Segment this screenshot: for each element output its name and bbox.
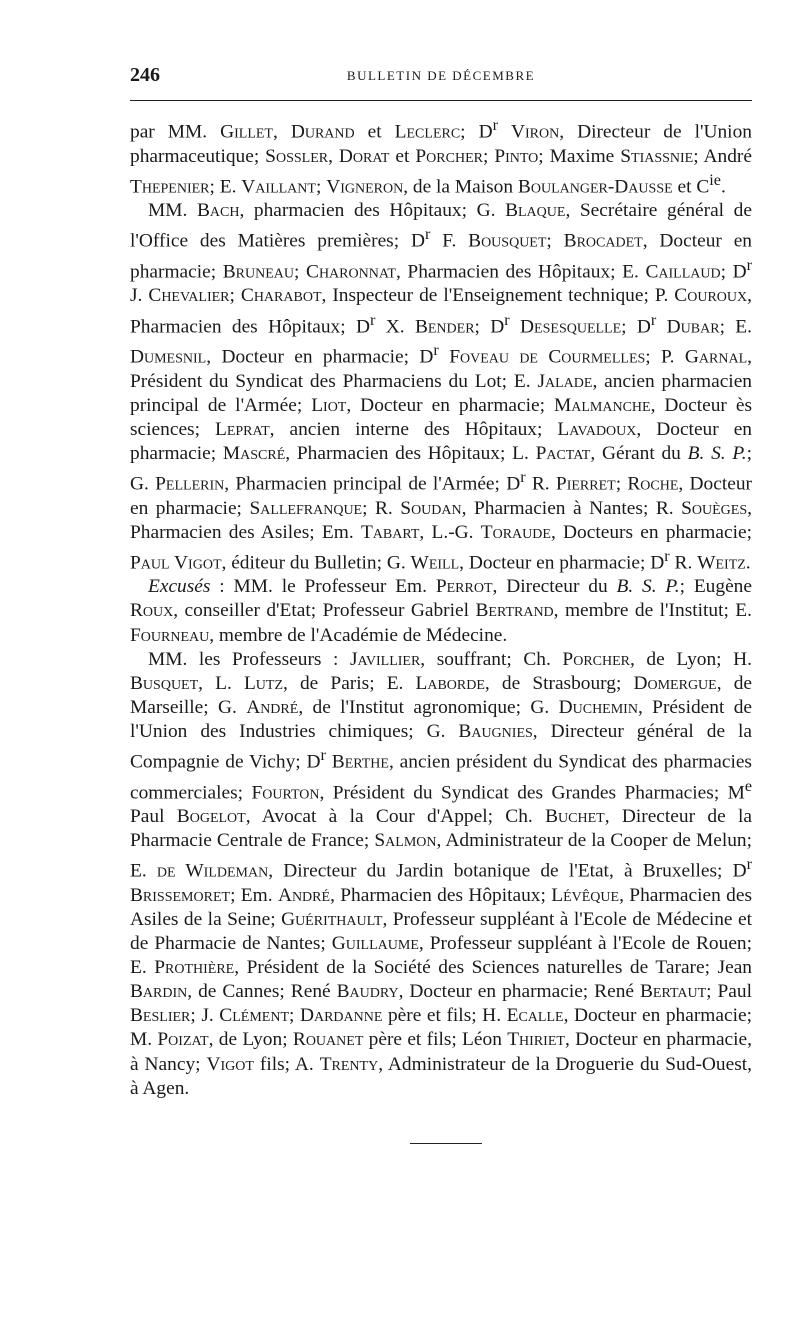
superscript: r [746,856,753,874]
text-run: , Docteur ès sciences; [130,394,753,440]
person-name: Clément [219,1005,289,1027]
person-name: Buchet [545,806,605,828]
text-run: par MM. [130,121,221,143]
person-name: Stiassnie [620,145,694,167]
person-name: de Wildeman [156,860,269,882]
text-run: , Directeur général de la Compagnie de Vichy; D [130,720,753,773]
text-run: , Pharmacien des Hôpitaux; L. [285,442,536,464]
text-run: , éditeur du Bulletin; G. [221,552,411,574]
person-name: Busquet [130,672,199,694]
superscript: r [650,311,657,329]
text-run: , de l'Institut agronomique; G. [298,696,559,718]
person-name: Caillaud [645,261,721,283]
text-run: , Pharmacien des Asiles; Em. [130,497,752,543]
text-run: , Administrateur de la Droguerie du Sud-Ouest, à Agen. [130,1053,752,1099]
page-header [130,64,752,92]
person-name: Fourneau [130,624,210,646]
person-name: Roche [627,473,679,495]
person-name: Ecalle [506,1005,564,1027]
person-name: Garnal [684,346,748,368]
text-run: , Directeur de l'Union pharmaceutique; [130,121,752,167]
text-run: X. [375,316,415,337]
text-run: ; E. [209,176,242,198]
running-title: BULLETIN DE DÉCEMBRE [346,68,536,83]
person-name: Guérithault [281,908,383,930]
person-name: Pactat [535,442,591,464]
text-run: , souffrant; Ch. [420,648,563,670]
text-run: , membre de l'Académie de Médecine. [209,624,508,646]
text-run: , Docteur en pharmacie; [346,394,555,416]
person-name: Duchemin [558,696,638,718]
person-name: Vaillant [241,176,316,198]
text-run: ; D [621,316,651,337]
text-run: , Directeur du Jardin botanique de l'Etat, à Bruxelles; D [268,860,747,882]
person-name: Porcher [415,145,483,167]
text-run [510,316,520,337]
person-name: Weitz [697,552,746,574]
person-name: Charonnat [306,261,396,283]
person-name: Mascré [222,442,286,464]
person-name: Dorat [338,145,390,167]
text-run: ; [229,285,241,307]
person-name: Viron [510,121,560,143]
text-run: ; [315,176,327,198]
text-run: , Docteur en pharmacie; M. [130,1005,752,1051]
person-name: Roux [130,600,174,622]
person-name: Bertrand [475,600,554,622]
person-name: Thepenier [130,176,210,198]
text-run: : MM. le Professeur Em. [210,576,436,598]
text-run: ; J. [190,1005,220,1027]
person-name: André [277,884,331,906]
text-run: , de Strasbourg; [484,672,634,694]
person-name: Charabot [240,285,322,307]
person-name: Brocadet [563,230,643,252]
text-run: , Docteur en pharmacie, à Nancy; [130,1029,753,1075]
person-name: Bender [414,316,475,337]
text-run: , Pharmacien principal de l'Armée; D [224,473,521,495]
text-run: , Docteur en pharmacie; [130,230,752,283]
text-run: , de la Maison [403,176,518,198]
person-name: Bertaut [639,981,707,1003]
superscript: r [433,342,439,360]
person-name: Blaque [505,200,566,222]
person-name: Salmon [374,830,437,852]
person-name: Dubar [666,316,720,337]
person-name: Toraude [480,521,551,543]
text-run: , de Paris; E. [283,672,416,694]
text-run: , Docteur en pharmacie; [130,418,753,464]
text-run: , Pharmacien des Hôpitaux; E. [395,261,646,283]
person-name: Bogelot [176,806,246,828]
person-name: Boulanger-Dausse [517,176,673,198]
superscript: e [744,777,752,795]
person-name: Dumesnil [130,346,207,368]
person-name: Baugnies [458,720,533,742]
person-name: Poizat [157,1029,209,1051]
text-run: , ancien interne des Hôpitaux; [269,418,558,440]
person-name: Sallefranque [249,497,363,519]
text-run: Paul [130,806,177,828]
text-run: , Avocat à la Cour d'Appel; Ch. [245,806,546,828]
person-name: Foveau de Courmelles [449,346,646,368]
text-run: , de Lyon; H. [630,648,753,670]
page-number: 246 [130,64,160,86]
text-run: ; [546,230,564,252]
person-name: Sossler [265,145,329,167]
person-name: Leclerc [394,121,461,143]
text-run: , L.-G. [419,521,481,543]
paragraph [130,199,752,575]
text-run: , Président de la Société des Sciences naturelles de Tarare; Jean [234,957,752,979]
text-run: ; [482,145,495,167]
person-name: Liot [311,394,347,416]
person-name: Baudry [336,981,399,1003]
text-run: ; E. [719,316,752,337]
text-run: , Pharmacien à Nantes; R. [461,497,682,519]
person-name: Paul Vigot [130,552,222,574]
person-name: Bousquet [468,230,547,252]
text-run: et [389,145,416,167]
text-run: ; D [460,121,493,143]
text-run: père et fils; Léon [363,1029,508,1051]
superscript: r [664,547,670,565]
person-name: Bardin [130,981,188,1003]
text-run: . [720,176,726,198]
text-run: et [354,121,395,143]
text-run: , Inspecteur de l'Enseignement technique; P. [321,285,675,307]
text-run: F. [430,230,469,252]
text-run [656,316,666,337]
text-run: , Professeur suppléant à l'Ecole de Rouen; E. [130,933,753,979]
person-name: Javillier [350,648,421,670]
text-run: , Directeur de la Pharmacie Centrale de France; [130,806,752,852]
paragraph [130,575,752,647]
text-run: , Président du Syndicat des Pharmaciens du Lot; E. [130,346,752,392]
superscript: r [424,226,431,244]
person-name: Guillaume [331,933,419,955]
superscript: r [746,256,752,274]
text-run: R. [525,473,556,495]
person-name: Durand [290,121,355,143]
text-run: . [745,552,751,574]
text-run: ; Eugène [679,576,752,598]
body-text [130,114,752,1101]
person-name: Vigneron [326,176,404,198]
text-run: , Pharmacien des Hôpitaux; [330,884,552,906]
person-name: Soudan [400,497,462,519]
text-run: ; Paul [706,981,753,1003]
person-name: Rouanet [292,1029,364,1051]
person-name: Pellerin [155,473,225,495]
paragraph [130,114,752,199]
person-name: Couroux [674,285,748,307]
text-run: , Gérant du [590,442,688,464]
text-run: ; R. [362,497,401,519]
text-run: , Secrétaire général de l'Office des Matières premières; D [130,200,752,252]
person-name: Pierret [555,473,616,495]
text-run: , Pharmacien des Hôpitaux; D [130,285,752,337]
italic-text: Excusés [148,576,211,598]
text-run: , Président de l'Union des Industries chimiques; G. [130,696,752,742]
person-name: Porcher [562,648,630,670]
text-run: ; G. [130,442,753,495]
text-run: ; [294,261,307,283]
text-run: MM. [148,200,197,222]
person-name: Berthe [331,751,389,773]
superscript: r [369,311,376,329]
text-run: , de Cannes; René [187,981,337,1003]
text-run: , Administrateur de la Cooper de Melun; E. [130,830,752,882]
person-name: Fourton [251,782,320,804]
text-run: et C [672,176,710,198]
text-run: , L. [198,672,244,694]
text-run: ; D [720,261,747,283]
person-name: Gillet [220,121,273,143]
person-name: Desesquelle [520,316,622,337]
text-run: , Professeur suppléant à l'Ecole de Médecine et de Pharmacie de Nantes; [130,908,752,955]
person-name: Dardanne [299,1005,383,1027]
person-name: Lévêque [551,884,620,906]
text-run: , Docteur en pharmacie; D [459,552,665,574]
text-run: , Docteurs en pharmacie; [550,521,752,543]
italic-text: B. S. P. [616,576,680,598]
text-run: , de Lyon; [208,1029,293,1051]
superscript: r [504,311,510,329]
text-run: , Docteur en pharmacie; [130,473,752,519]
person-name: Weill [410,552,460,574]
text-run: , ancien pharmacien principal de l'Armée; [130,370,752,416]
person-name: Laborde [415,672,485,694]
text-run: , Président du Syndicat des Grandes Pharmacies; M [319,782,745,804]
person-name: Pinto [494,145,539,167]
text-run: , Directeur du [492,576,617,598]
text-run: ; D [474,316,505,337]
text-run: , Pharmacien des Asiles de la Seine; [130,884,753,930]
text-run: MM. les Professeurs : [148,648,351,670]
person-name: Bach [196,200,240,222]
text-run: ; [615,473,628,495]
italic-text: B. S. P. [687,442,747,464]
text-run: J. [130,285,149,307]
person-name: Thiriet [507,1029,565,1051]
text-run: , Docteur en pharmacie; D [206,346,434,368]
person-name: Trenty [319,1053,379,1075]
person-name: Brissemoret [130,884,231,906]
text-run: ; [289,1005,300,1027]
person-name: Souèges [681,497,748,519]
person-name: Jalade [537,370,593,392]
text-run: ; P. [645,346,685,368]
text-run: , [328,145,339,167]
superscript: r [492,117,498,134]
text-run: , membre de l'Institut; E. [553,600,752,622]
person-name: Chevalier [148,285,230,307]
text-run [439,347,449,368]
person-name: Malmanche [554,394,651,416]
person-name: Vigot [206,1053,254,1075]
text-run: fils; A. [253,1053,320,1075]
text-run [498,121,511,142]
person-name: Lavadoux [557,418,637,440]
superscript: ie [709,171,721,189]
text-run: R. [669,552,698,574]
text-run: ; Maxime [538,145,621,167]
header-rule [130,100,752,101]
text-run: , Docteur en pharmacie; René [398,981,640,1003]
text-run: ; André [693,145,752,167]
text-run: ; Em. [230,884,278,906]
paragraph [130,648,752,1101]
text-run: , conseiller d'Etat; Professeur Gabriel [173,600,476,622]
person-name: Leprat [215,418,270,440]
person-name: Perrot [435,576,493,598]
text-run: , pharmacien des Hôpitaux; G. [239,200,506,222]
superscript: r [320,747,326,764]
person-name: Tabart [360,521,420,543]
superscript: r [520,469,526,487]
person-name: André [246,696,299,718]
person-name: Prothière [154,957,235,979]
person-name: Beslier [130,1005,191,1027]
text-run: père et fils; H. [382,1005,507,1027]
person-name: Lutz [243,672,284,694]
text-run: , de Marseille; G. [130,672,753,718]
person-name: Domergue [633,672,717,694]
person-name: Bruneau [222,261,295,283]
end-rule [410,1143,482,1144]
text-run: , [272,121,291,143]
text-run: , ancien président du Syndicat des pharmacies commerciales; [130,751,752,804]
